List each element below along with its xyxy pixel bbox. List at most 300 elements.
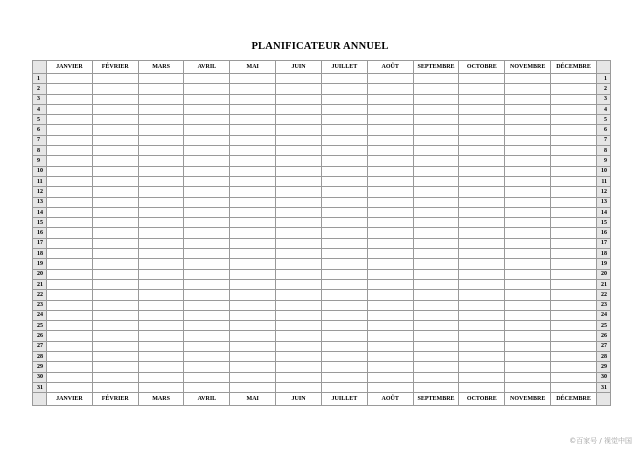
planner-cell[interactable]: [92, 156, 138, 166]
planner-cell[interactable]: [505, 238, 551, 248]
planner-cell[interactable]: [47, 269, 93, 279]
planner-cell[interactable]: [367, 135, 413, 145]
planner-cell[interactable]: [47, 279, 93, 289]
planner-cell[interactable]: [551, 125, 597, 135]
planner-cell[interactable]: [321, 207, 367, 217]
planner-cell[interactable]: [92, 207, 138, 217]
planner-cell[interactable]: [276, 156, 322, 166]
planner-cell[interactable]: [321, 331, 367, 341]
planner-cell[interactable]: [230, 238, 276, 248]
planner-cell[interactable]: [92, 238, 138, 248]
planner-cell[interactable]: [230, 341, 276, 351]
planner-cell[interactable]: [230, 228, 276, 238]
planner-cell[interactable]: [413, 341, 459, 351]
planner-cell[interactable]: [92, 300, 138, 310]
planner-cell[interactable]: [459, 269, 505, 279]
planner-cell[interactable]: [459, 279, 505, 289]
planner-cell[interactable]: [184, 146, 230, 156]
planner-cell[interactable]: [92, 84, 138, 94]
planner-cell[interactable]: [47, 146, 93, 156]
planner-cell[interactable]: [47, 176, 93, 186]
planner-cell[interactable]: [138, 362, 184, 372]
planner-cell[interactable]: [321, 187, 367, 197]
planner-cell[interactable]: [505, 249, 551, 259]
planner-cell[interactable]: [551, 74, 597, 84]
planner-cell[interactable]: [92, 290, 138, 300]
planner-cell[interactable]: [138, 352, 184, 362]
planner-cell[interactable]: [505, 197, 551, 207]
planner-cell[interactable]: [138, 125, 184, 135]
planner-cell[interactable]: [92, 259, 138, 269]
planner-cell[interactable]: [367, 331, 413, 341]
planner-cell[interactable]: [321, 197, 367, 207]
planner-cell[interactable]: [138, 94, 184, 104]
planner-cell[interactable]: [413, 279, 459, 289]
planner-cell[interactable]: [551, 259, 597, 269]
planner-cell[interactable]: [551, 290, 597, 300]
planner-cell[interactable]: [276, 341, 322, 351]
planner-cell[interactable]: [321, 166, 367, 176]
planner-cell[interactable]: [92, 362, 138, 372]
planner-cell[interactable]: [184, 259, 230, 269]
planner-cell[interactable]: [505, 104, 551, 114]
planner-cell[interactable]: [276, 125, 322, 135]
planner-cell[interactable]: [92, 197, 138, 207]
planner-cell[interactable]: [184, 279, 230, 289]
planner-cell[interactable]: [321, 269, 367, 279]
planner-cell[interactable]: [276, 84, 322, 94]
planner-cell[interactable]: [230, 352, 276, 362]
planner-cell[interactable]: [551, 382, 597, 392]
planner-cell[interactable]: [413, 238, 459, 248]
planner-cell[interactable]: [184, 372, 230, 382]
planner-cell[interactable]: [276, 300, 322, 310]
planner-cell[interactable]: [230, 84, 276, 94]
planner-cell[interactable]: [138, 166, 184, 176]
planner-cell[interactable]: [184, 382, 230, 392]
planner-cell[interactable]: [92, 187, 138, 197]
planner-cell[interactable]: [47, 362, 93, 372]
planner-cell[interactable]: [138, 197, 184, 207]
planner-cell[interactable]: [184, 207, 230, 217]
planner-cell[interactable]: [505, 94, 551, 104]
planner-cell[interactable]: [367, 290, 413, 300]
planner-cell[interactable]: [47, 156, 93, 166]
planner-cell[interactable]: [184, 166, 230, 176]
planner-cell[interactable]: [505, 228, 551, 238]
planner-cell[interactable]: [459, 249, 505, 259]
planner-cell[interactable]: [459, 372, 505, 382]
planner-cell[interactable]: [276, 331, 322, 341]
planner-cell[interactable]: [276, 310, 322, 320]
planner-cell[interactable]: [92, 341, 138, 351]
planner-cell[interactable]: [138, 104, 184, 114]
planner-cell[interactable]: [413, 259, 459, 269]
planner-cell[interactable]: [230, 187, 276, 197]
planner-cell[interactable]: [138, 259, 184, 269]
planner-cell[interactable]: [92, 279, 138, 289]
planner-cell[interactable]: [551, 279, 597, 289]
planner-cell[interactable]: [505, 352, 551, 362]
planner-cell[interactable]: [47, 290, 93, 300]
planner-cell[interactable]: [276, 135, 322, 145]
planner-cell[interactable]: [92, 104, 138, 114]
planner-cell[interactable]: [138, 187, 184, 197]
planner-cell[interactable]: [184, 352, 230, 362]
planner-cell[interactable]: [459, 94, 505, 104]
planner-cell[interactable]: [47, 125, 93, 135]
planner-cell[interactable]: [551, 84, 597, 94]
planner-cell[interactable]: [551, 341, 597, 351]
planner-cell[interactable]: [413, 372, 459, 382]
planner-cell[interactable]: [47, 84, 93, 94]
planner-cell[interactable]: [321, 228, 367, 238]
planner-cell[interactable]: [230, 269, 276, 279]
planner-cell[interactable]: [138, 207, 184, 217]
planner-cell[interactable]: [505, 331, 551, 341]
planner-cell[interactable]: [505, 84, 551, 94]
planner-cell[interactable]: [551, 207, 597, 217]
planner-cell[interactable]: [47, 187, 93, 197]
planner-cell[interactable]: [505, 300, 551, 310]
planner-cell[interactable]: [367, 341, 413, 351]
planner-cell[interactable]: [321, 125, 367, 135]
planner-cell[interactable]: [459, 197, 505, 207]
planner-cell[interactable]: [367, 382, 413, 392]
planner-cell[interactable]: [321, 321, 367, 331]
planner-cell[interactable]: [551, 310, 597, 320]
planner-cell[interactable]: [92, 310, 138, 320]
planner-cell[interactable]: [230, 135, 276, 145]
planner-cell[interactable]: [367, 156, 413, 166]
planner-cell[interactable]: [138, 115, 184, 125]
planner-cell[interactable]: [184, 84, 230, 94]
planner-cell[interactable]: [276, 352, 322, 362]
planner-cell[interactable]: [459, 84, 505, 94]
planner-cell[interactable]: [413, 166, 459, 176]
planner-cell[interactable]: [47, 331, 93, 341]
planner-cell[interactable]: [92, 176, 138, 186]
planner-cell[interactable]: [367, 94, 413, 104]
planner-cell[interactable]: [367, 352, 413, 362]
planner-cell[interactable]: [459, 218, 505, 228]
planner-cell[interactable]: [47, 104, 93, 114]
planner-cell[interactable]: [413, 207, 459, 217]
planner-cell[interactable]: [551, 269, 597, 279]
planner-cell[interactable]: [551, 321, 597, 331]
planner-cell[interactable]: [184, 269, 230, 279]
planner-cell[interactable]: [230, 94, 276, 104]
planner-cell[interactable]: [47, 249, 93, 259]
planner-cell[interactable]: [276, 146, 322, 156]
planner-cell[interactable]: [459, 362, 505, 372]
planner-cell[interactable]: [138, 382, 184, 392]
planner-cell[interactable]: [321, 341, 367, 351]
planner-cell[interactable]: [367, 269, 413, 279]
planner-cell[interactable]: [230, 362, 276, 372]
planner-cell[interactable]: [184, 94, 230, 104]
planner-cell[interactable]: [138, 135, 184, 145]
planner-cell[interactable]: [505, 290, 551, 300]
planner-cell[interactable]: [413, 94, 459, 104]
planner-cell[interactable]: [321, 238, 367, 248]
planner-cell[interactable]: [230, 197, 276, 207]
planner-cell[interactable]: [138, 290, 184, 300]
planner-cell[interactable]: [276, 104, 322, 114]
planner-cell[interactable]: [505, 269, 551, 279]
planner-cell[interactable]: [276, 187, 322, 197]
planner-cell[interactable]: [459, 310, 505, 320]
planner-cell[interactable]: [367, 84, 413, 94]
planner-cell[interactable]: [551, 218, 597, 228]
planner-cell[interactable]: [459, 382, 505, 392]
planner-cell[interactable]: [47, 300, 93, 310]
planner-cell[interactable]: [505, 146, 551, 156]
planner-cell[interactable]: [230, 74, 276, 84]
planner-cell[interactable]: [230, 290, 276, 300]
planner-cell[interactable]: [92, 115, 138, 125]
planner-cell[interactable]: [276, 218, 322, 228]
planner-cell[interactable]: [92, 269, 138, 279]
planner-cell[interactable]: [413, 362, 459, 372]
planner-cell[interactable]: [230, 310, 276, 320]
planner-cell[interactable]: [230, 321, 276, 331]
planner-cell[interactable]: [321, 104, 367, 114]
planner-cell[interactable]: [505, 279, 551, 289]
planner-cell[interactable]: [413, 269, 459, 279]
planner-cell[interactable]: [92, 372, 138, 382]
planner-cell[interactable]: [321, 94, 367, 104]
planner-cell[interactable]: [47, 115, 93, 125]
planner-cell[interactable]: [505, 341, 551, 351]
planner-cell[interactable]: [505, 115, 551, 125]
planner-cell[interactable]: [459, 146, 505, 156]
planner-cell[interactable]: [367, 300, 413, 310]
planner-cell[interactable]: [413, 321, 459, 331]
planner-cell[interactable]: [413, 331, 459, 341]
planner-cell[interactable]: [459, 259, 505, 269]
planner-cell[interactable]: [230, 115, 276, 125]
planner-cell[interactable]: [367, 125, 413, 135]
planner-cell[interactable]: [47, 197, 93, 207]
planner-cell[interactable]: [321, 218, 367, 228]
planner-cell[interactable]: [505, 187, 551, 197]
planner-cell[interactable]: [413, 197, 459, 207]
planner-cell[interactable]: [321, 259, 367, 269]
planner-cell[interactable]: [138, 146, 184, 156]
planner-cell[interactable]: [230, 146, 276, 156]
planner-cell[interactable]: [92, 382, 138, 392]
planner-cell[interactable]: [92, 135, 138, 145]
planner-cell[interactable]: [321, 249, 367, 259]
planner-cell[interactable]: [230, 249, 276, 259]
planner-cell[interactable]: [551, 104, 597, 114]
planner-cell[interactable]: [367, 207, 413, 217]
planner-cell[interactable]: [47, 207, 93, 217]
planner-cell[interactable]: [551, 331, 597, 341]
planner-cell[interactable]: [505, 321, 551, 331]
planner-cell[interactable]: [413, 249, 459, 259]
planner-cell[interactable]: [413, 146, 459, 156]
planner-cell[interactable]: [551, 94, 597, 104]
planner-cell[interactable]: [367, 187, 413, 197]
planner-cell[interactable]: [92, 74, 138, 84]
planner-cell[interactable]: [138, 269, 184, 279]
planner-cell[interactable]: [276, 269, 322, 279]
planner-cell[interactable]: [276, 279, 322, 289]
planner-cell[interactable]: [551, 176, 597, 186]
planner-cell[interactable]: [230, 372, 276, 382]
planner-cell[interactable]: [184, 187, 230, 197]
planner-cell[interactable]: [321, 352, 367, 362]
planner-cell[interactable]: [138, 238, 184, 248]
planner-cell[interactable]: [551, 115, 597, 125]
planner-cell[interactable]: [459, 228, 505, 238]
planner-cell[interactable]: [505, 362, 551, 372]
planner-cell[interactable]: [276, 290, 322, 300]
planner-cell[interactable]: [138, 279, 184, 289]
planner-cell[interactable]: [413, 382, 459, 392]
planner-cell[interactable]: [321, 290, 367, 300]
planner-cell[interactable]: [92, 218, 138, 228]
planner-cell[interactable]: [184, 135, 230, 145]
planner-cell[interactable]: [459, 321, 505, 331]
planner-cell[interactable]: [321, 362, 367, 372]
planner-cell[interactable]: [138, 300, 184, 310]
planner-cell[interactable]: [551, 146, 597, 156]
planner-cell[interactable]: [47, 166, 93, 176]
planner-cell[interactable]: [367, 197, 413, 207]
planner-cell[interactable]: [413, 352, 459, 362]
planner-cell[interactable]: [138, 249, 184, 259]
planner-cell[interactable]: [138, 372, 184, 382]
planner-cell[interactable]: [505, 372, 551, 382]
planner-cell[interactable]: [459, 74, 505, 84]
planner-cell[interactable]: [92, 94, 138, 104]
planner-cell[interactable]: [459, 331, 505, 341]
planner-cell[interactable]: [92, 166, 138, 176]
planner-cell[interactable]: [413, 187, 459, 197]
planner-cell[interactable]: [459, 352, 505, 362]
planner-cell[interactable]: [321, 115, 367, 125]
planner-cell[interactable]: [138, 310, 184, 320]
planner-cell[interactable]: [459, 135, 505, 145]
planner-cell[interactable]: [92, 331, 138, 341]
planner-cell[interactable]: [184, 331, 230, 341]
planner-cell[interactable]: [92, 146, 138, 156]
planner-cell[interactable]: [367, 176, 413, 186]
planner-cell[interactable]: [276, 249, 322, 259]
planner-cell[interactable]: [230, 331, 276, 341]
planner-cell[interactable]: [230, 218, 276, 228]
planner-cell[interactable]: [551, 249, 597, 259]
planner-cell[interactable]: [184, 300, 230, 310]
planner-cell[interactable]: [47, 310, 93, 320]
planner-cell[interactable]: [230, 382, 276, 392]
planner-cell[interactable]: [47, 321, 93, 331]
planner-cell[interactable]: [413, 176, 459, 186]
planner-cell[interactable]: [551, 156, 597, 166]
planner-cell[interactable]: [184, 115, 230, 125]
planner-cell[interactable]: [505, 310, 551, 320]
planner-cell[interactable]: [459, 115, 505, 125]
planner-cell[interactable]: [276, 74, 322, 84]
planner-cell[interactable]: [138, 74, 184, 84]
planner-cell[interactable]: [138, 176, 184, 186]
planner-cell[interactable]: [276, 94, 322, 104]
planner-cell[interactable]: [459, 290, 505, 300]
planner-cell[interactable]: [184, 228, 230, 238]
planner-cell[interactable]: [413, 228, 459, 238]
planner-cell[interactable]: [551, 352, 597, 362]
planner-cell[interactable]: [184, 156, 230, 166]
planner-cell[interactable]: [505, 382, 551, 392]
planner-cell[interactable]: [184, 176, 230, 186]
planner-cell[interactable]: [413, 310, 459, 320]
planner-cell[interactable]: [184, 290, 230, 300]
planner-cell[interactable]: [321, 300, 367, 310]
planner-cell[interactable]: [184, 238, 230, 248]
planner-cell[interactable]: [276, 176, 322, 186]
planner-cell[interactable]: [184, 104, 230, 114]
planner-cell[interactable]: [321, 279, 367, 289]
planner-cell[interactable]: [505, 176, 551, 186]
planner-cell[interactable]: [321, 146, 367, 156]
planner-cell[interactable]: [321, 372, 367, 382]
planner-cell[interactable]: [459, 125, 505, 135]
planner-cell[interactable]: [459, 207, 505, 217]
planner-cell[interactable]: [367, 259, 413, 269]
planner-cell[interactable]: [138, 331, 184, 341]
planner-cell[interactable]: [321, 84, 367, 94]
planner-cell[interactable]: [321, 156, 367, 166]
planner-cell[interactable]: [47, 352, 93, 362]
planner-cell[interactable]: [92, 228, 138, 238]
planner-cell[interactable]: [413, 218, 459, 228]
planner-cell[interactable]: [184, 197, 230, 207]
planner-cell[interactable]: [459, 166, 505, 176]
planner-cell[interactable]: [367, 238, 413, 248]
planner-cell[interactable]: [551, 166, 597, 176]
planner-cell[interactable]: [184, 74, 230, 84]
planner-cell[interactable]: [230, 279, 276, 289]
planner-cell[interactable]: [276, 362, 322, 372]
planner-cell[interactable]: [276, 382, 322, 392]
planner-cell[interactable]: [138, 321, 184, 331]
planner-cell[interactable]: [367, 279, 413, 289]
planner-cell[interactable]: [138, 84, 184, 94]
planner-cell[interactable]: [505, 74, 551, 84]
planner-cell[interactable]: [459, 156, 505, 166]
planner-cell[interactable]: [276, 166, 322, 176]
planner-cell[interactable]: [505, 166, 551, 176]
planner-cell[interactable]: [321, 74, 367, 84]
planner-cell[interactable]: [505, 259, 551, 269]
planner-cell[interactable]: [413, 104, 459, 114]
planner-cell[interactable]: [413, 84, 459, 94]
planner-cell[interactable]: [551, 300, 597, 310]
planner-cell[interactable]: [459, 104, 505, 114]
planner-cell[interactable]: [184, 218, 230, 228]
planner-cell[interactable]: [230, 125, 276, 135]
planner-cell[interactable]: [367, 362, 413, 372]
planner-cell[interactable]: [551, 228, 597, 238]
planner-cell[interactable]: [459, 187, 505, 197]
planner-cell[interactable]: [184, 125, 230, 135]
planner-cell[interactable]: [551, 372, 597, 382]
planner-cell[interactable]: [367, 115, 413, 125]
planner-cell[interactable]: [413, 74, 459, 84]
